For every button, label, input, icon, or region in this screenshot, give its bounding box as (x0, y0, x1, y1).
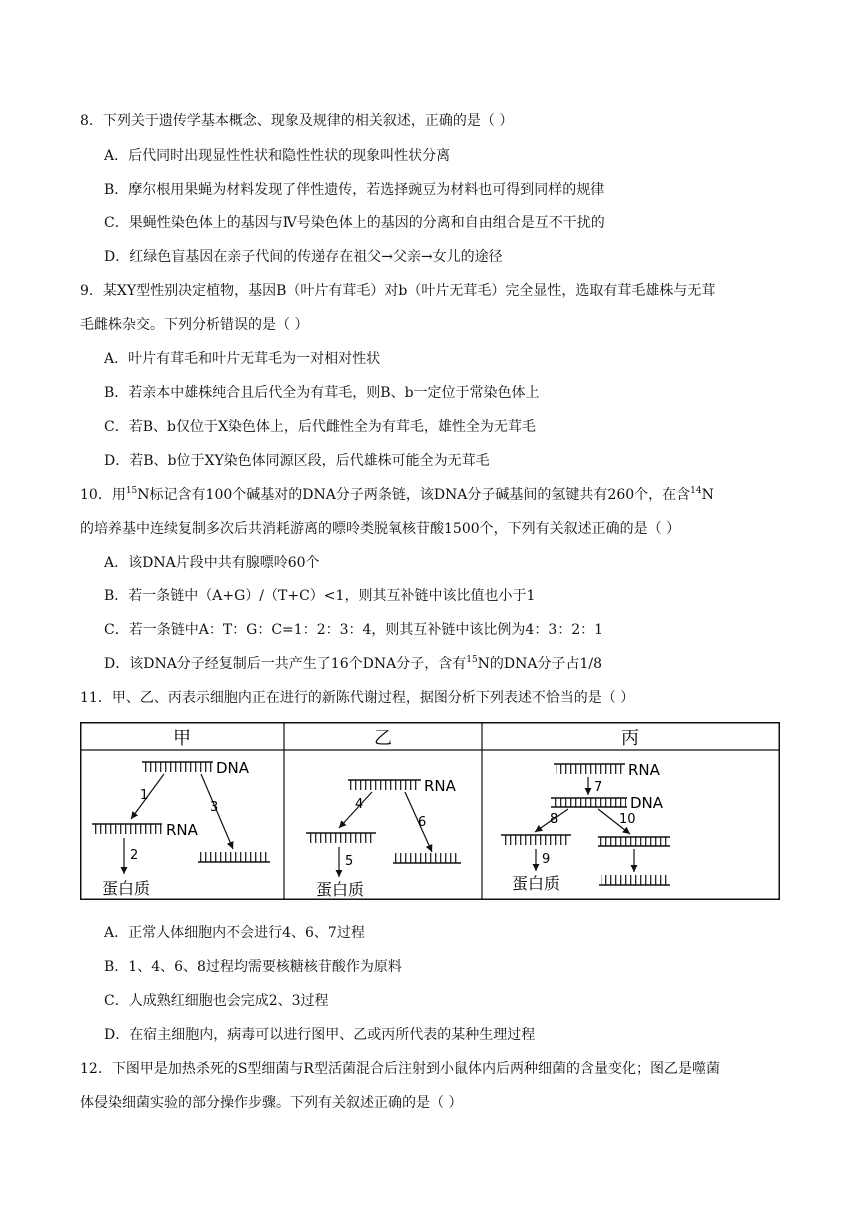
strand-rna (92, 824, 162, 834)
q10-option-a: A．该DNA片段中共有腺嘌呤60个 (104, 555, 320, 571)
panel-yi (306, 777, 461, 899)
q9-option-a: A．叶片有茸毛和叶片无茸毛为一对相对性状 (104, 351, 381, 367)
strand-dna (306, 833, 376, 843)
q12-stem-line1: 12．下图甲是加热杀死的S型细菌与R型活菌混合后注射到小鼠体内后两种细菌的含量变化；图乙是噬菌 (80, 1061, 720, 1077)
strand-rna-copy (393, 853, 461, 863)
label-3: 3 (210, 800, 219, 815)
q11-option-a: A．正常人体细胞内不会进行4、6、7过程 (104, 925, 365, 941)
strand-dna-double-copy (598, 837, 670, 846)
q10-stem-line1 (80, 485, 714, 505)
label-8: 8 (550, 812, 559, 827)
col-header-bing: 丙 (621, 728, 639, 749)
q10-stem-part: 10．用 (80, 487, 126, 503)
q10-option-d-part: D．该DNA分子经复制后一共产生了16个DNA分子，含有 (104, 656, 467, 672)
label-9: 9 (542, 852, 551, 867)
q8-stem: 8．下列关于遗传学基本概念、现象及规律的相关叙述，正确的是（ ） (80, 113, 514, 129)
q11-figure (80, 722, 780, 900)
q10-stem-part: N (701, 487, 714, 503)
panel-bing (501, 761, 670, 893)
label-4: 4 (355, 797, 364, 812)
q11-option-d: D．在宿主细胞内，病毒可以进行图甲、乙或丙所代表的某种生理过程 (104, 1027, 536, 1043)
label-protein: 蛋白质 (512, 874, 561, 893)
q9-option-b: B．若亲本中雄株纯合且后代全为有茸毛，则B、b一定位于常染色体上 (104, 385, 540, 401)
label-rna: RNA (424, 777, 456, 795)
strand-rna (554, 764, 625, 774)
q11-figure-svg (80, 722, 780, 900)
figure-frame (81, 723, 780, 900)
q10-sup: 14 (690, 486, 702, 496)
label-dna: DNA (216, 759, 250, 777)
q10-option-d-part: N的DNA分子占1/8 (477, 656, 603, 672)
col-header-jia: 甲 (173, 728, 191, 749)
q8-option-c: C．果蝇性染色体上的基因与Ⅳ号染色体上的基因的分离和自由组合是互不干扰的 (104, 215, 605, 231)
label-5: 5 (345, 854, 354, 869)
strand-dna (142, 762, 213, 772)
q10-stem-line2: 的培养基中连续复制多次后共消耗游离的嘌呤类脱氧核苷酸1500个，下列有关叙述正确的是（ ） (80, 521, 681, 537)
q8-option-d: D．红绿色盲基因在亲子代间的传递存在祖父→父亲→女儿的途径 (104, 249, 503, 265)
q11-option-b: B．1、4、6、8过程均需要核糖核苷酸作为原料 (104, 959, 402, 975)
strand-final (599, 875, 670, 885)
q8-option-a: A．后代同时出现显性性状和隐性性状的现象叫性状分离 (104, 148, 451, 164)
q11-option-c: C．人成熟红细胞也会完成2、3过程 (104, 993, 329, 1009)
q10-sup: 15 (125, 486, 138, 496)
strand-rna-product (501, 835, 571, 845)
label-rna: RNA (628, 761, 660, 779)
label-2: 2 (130, 848, 139, 863)
q10-sup: 15 (466, 655, 478, 665)
label-dna: DNA (630, 794, 664, 812)
strand-dna-double (551, 798, 627, 807)
q9-stem-line1: 9．某XY型性别决定植物，基因B（叶片有茸毛）对b（叶片无茸毛）完全显性，选取有茸毛雄株与无茸 (80, 283, 716, 299)
col-header-yi: 乙 (374, 728, 392, 749)
strand-dna-copy (198, 852, 270, 862)
label-10: 10 (619, 812, 636, 827)
q11-stem: 11．甲、乙、丙表示细胞内正在进行的新陈代谢过程，据图分析下列表述不恰当的是（ ） (80, 690, 635, 706)
q12-stem-line2: 体侵染细菌实验的部分操作步骤。下列有关叙述正确的是（ ） (80, 1095, 463, 1111)
q9-option-d: D．若B、b位于XY染色体同源区段，后代雄株可能全为无茸毛 (104, 453, 490, 469)
label-protein: 蛋白质 (102, 879, 151, 898)
q9-option-c: C．若B、b仅位于X染色体上，后代雌性全为有茸毛，雄性全为无茸毛 (104, 419, 536, 435)
label-6: 6 (418, 815, 427, 830)
q9-stem-line2: 毛雌株杂交。下列分析错误的是（ ） (80, 317, 309, 333)
panel-jia (92, 759, 270, 898)
strand-rna (348, 780, 421, 790)
label-protein: 蛋白质 (316, 880, 365, 899)
label-rna: RNA (166, 821, 198, 839)
q8-option-b: B．摩尔根用果蝇为材料发现了伴性遗传，若选择豌豆为材料也可得到同样的规律 (104, 182, 605, 198)
label-7: 7 (594, 780, 603, 795)
label-1: 1 (140, 788, 149, 803)
q10-option-c: C．若一条链中A：T：G：C=1：2：3：4，则其互补链中该比例为4：3：2：1 (104, 622, 604, 638)
q10-stem-part: N标记含有100个碱基对的DNA分子两条链，该DNA分子碱基间的氢键共有260个，在含 (137, 487, 691, 503)
q10-option-b: B．若一条链中（A+G）/（T+C）<1，则其互补链中该比值也小于1 (104, 588, 536, 604)
q10-option-d (104, 654, 602, 674)
